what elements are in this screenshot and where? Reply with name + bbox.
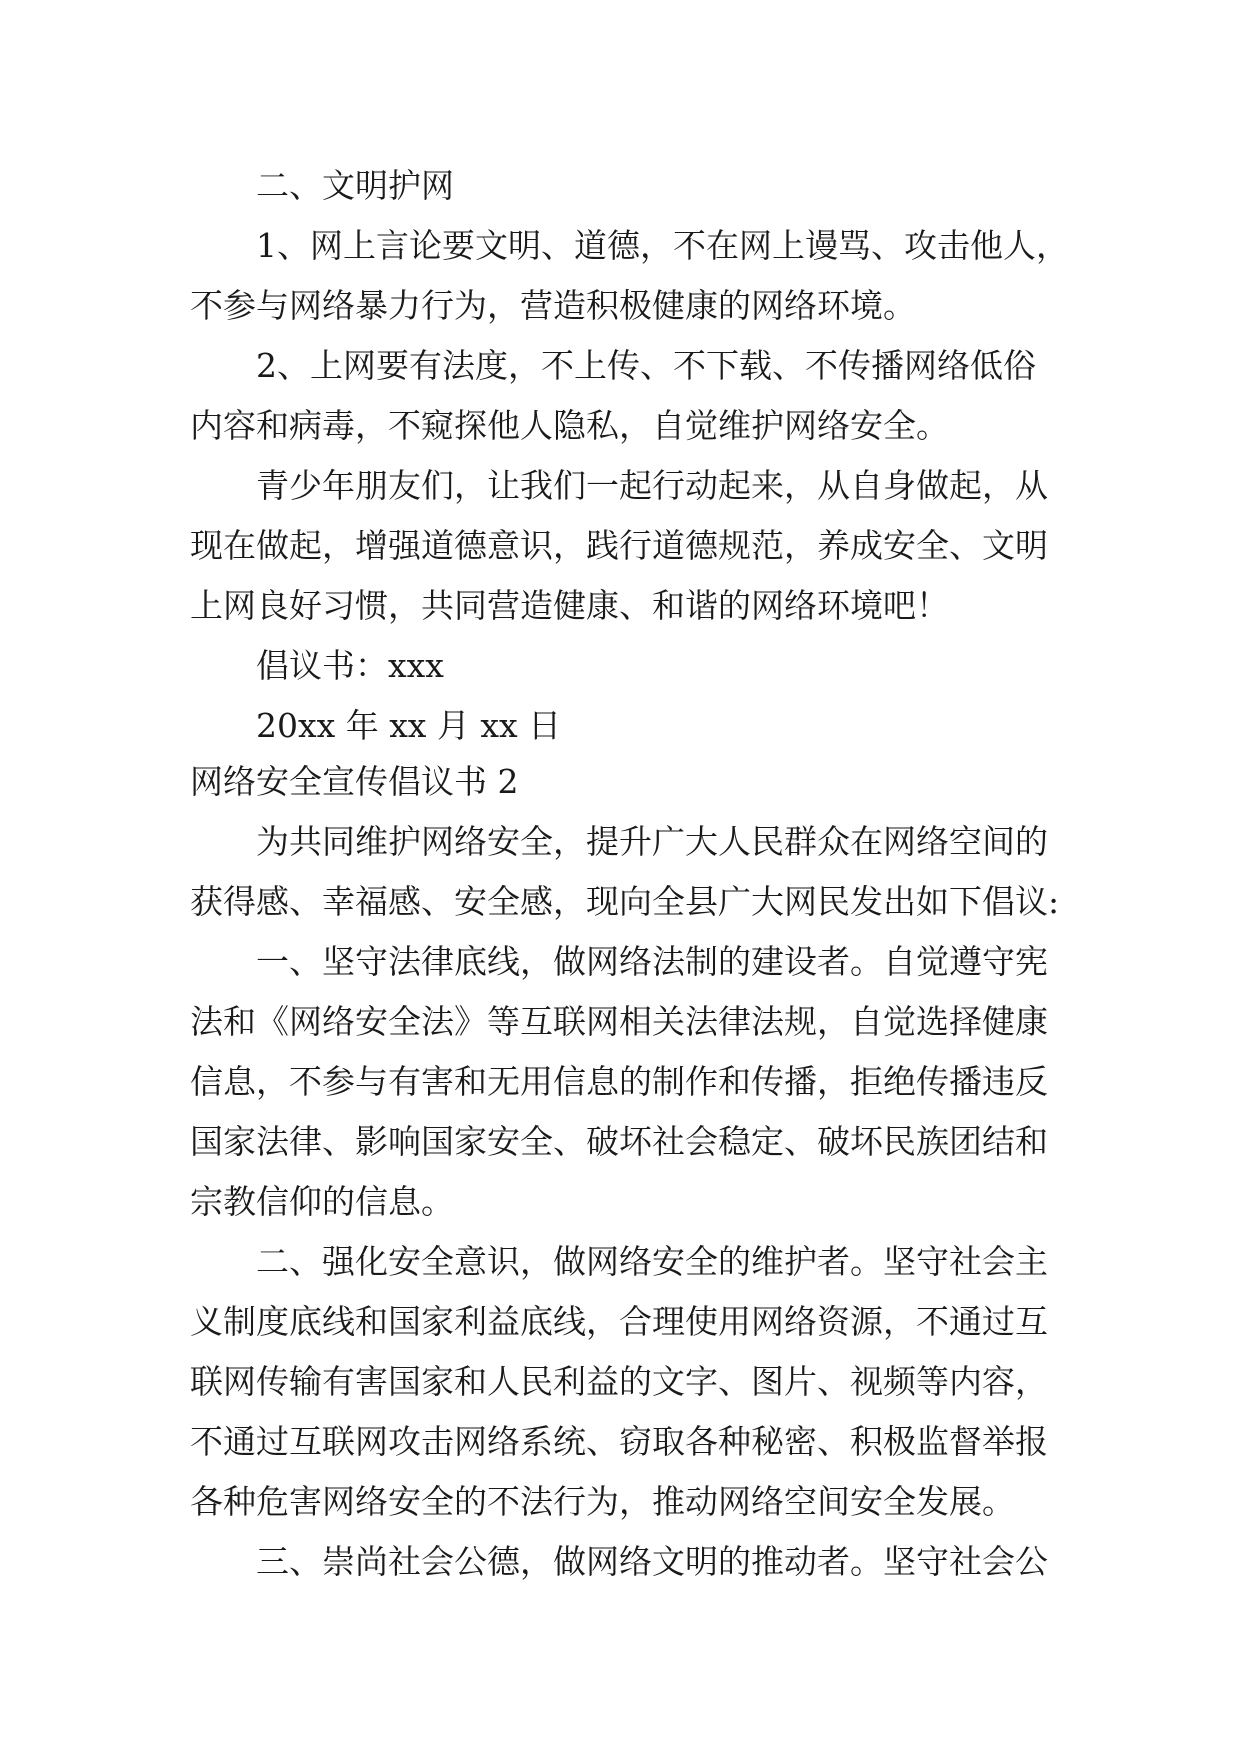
paragraph-line: 现在做起，增强道德意识，践行道德规范，养成安全、文明 [190,526,1048,565]
document-title: 网络安全宣传倡议书 2 [190,762,519,801]
paragraph-line: 不参与网络暴力行为，营造积极健康的网络环境。 [190,286,916,325]
paragraph-line: 义制度底线和国家利益底线，合理使用网络资源，不通过互 [190,1302,1048,1341]
paragraph-line: 国家法律、影响国家安全、破坏社会稳定、破坏民族团结和 [190,1122,1048,1161]
paragraph-line: 青少年朋友们，让我们一起行动起来，从自身做起，从 [256,466,1048,505]
paragraph-line: 为共同维护网络安全，提升广大人民群众在网络空间的 [256,822,1048,861]
paragraph-line: 2、上网要有法度，不上传、不下载、不传播网络低俗 [256,346,1036,385]
paragraph-line: 内容和病毒，不窥探他人隐私，自觉维护网络安全。 [190,406,949,445]
paragraph-line: 上网良好习惯，共同营造健康、和谐的网络环境吧！ [190,586,949,625]
paragraph-line: 二、强化安全意识，做网络安全的维护者。坚守社会主 [256,1242,1048,1281]
signature-line: 倡议书：xxx [256,646,444,685]
paragraph-line: 联网传输有害国家和人民利益的文字、图片、视频等内容， [190,1362,1048,1401]
paragraph-line: 一、坚守法律底线，做网络法制的建设者。自觉遵守宪 [256,942,1048,981]
paragraph-line: 信息，不参与有害和无用信息的制作和传播，拒绝传播违反 [190,1062,1048,1101]
section-heading: 二、文明护网 [256,166,454,205]
paragraph-line: 1、网上言论要文明、道德，不在网上谩骂、攻击他人， [256,226,1069,265]
paragraph-line: 宗教信仰的信息。 [190,1182,454,1221]
date-line: 20xx 年 xx 月 xx 日 [256,706,562,745]
paragraph-line: 不通过互联网攻击网络系统、窃取各种秘密、积极监督举报 [190,1422,1048,1461]
paragraph-line: 法和《网络安全法》等互联网相关法律法规，自觉选择健康 [190,1002,1048,1041]
paragraph-line: 获得感、幸福感、安全感，现向全县广大网民发出如下倡议: [190,882,1060,921]
paragraph-line: 三、崇尚社会公德，做网络文明的推动者。坚守社会公 [256,1542,1048,1581]
paragraph-line: 各种危害网络安全的不法行为，推动网络空间安全发展。 [190,1482,1015,1521]
